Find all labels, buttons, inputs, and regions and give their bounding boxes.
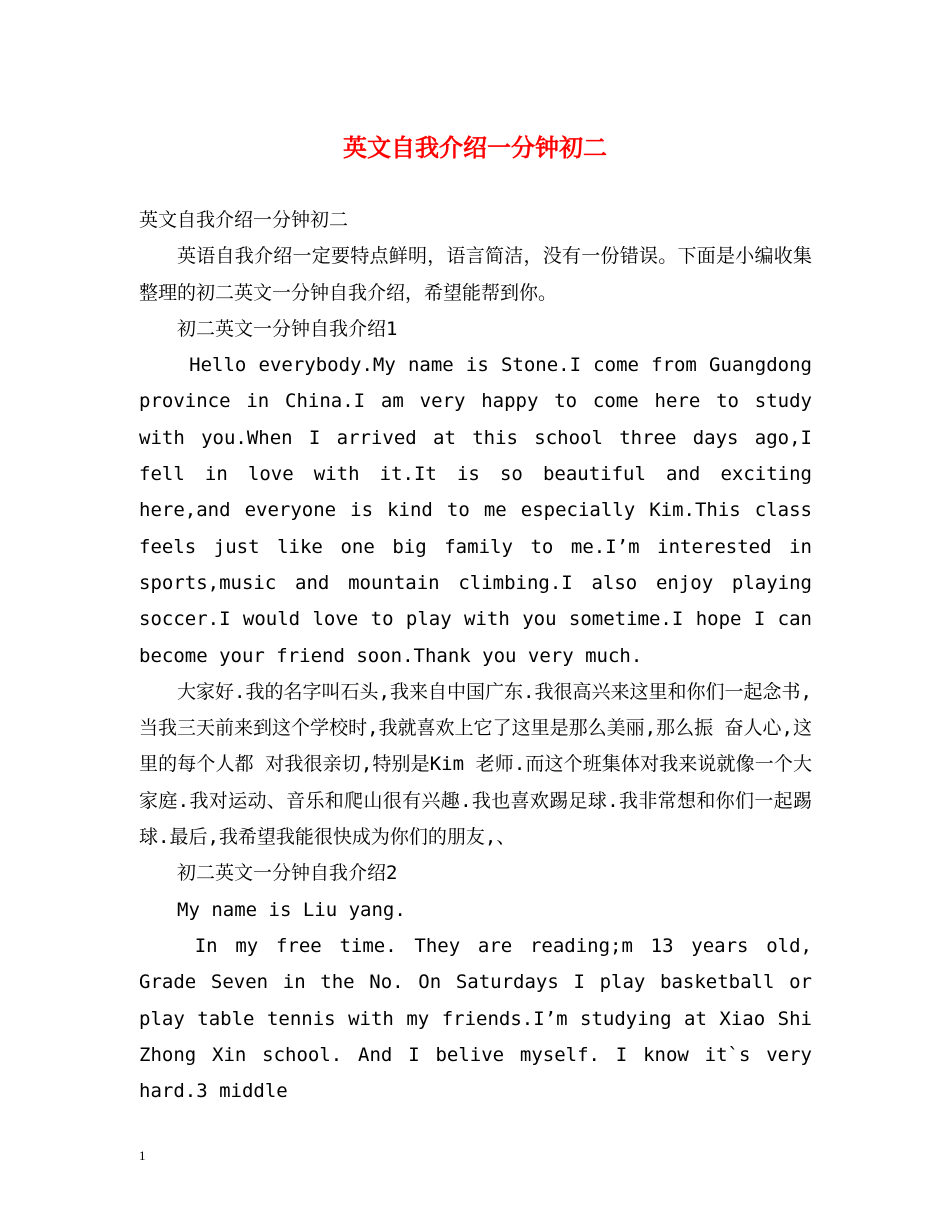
intro-paragraph: 英语自我介绍一定要特点鲜明，语言简洁，没有一份错误。下面是小编收集整理的初二英文一分钟自我介绍，希望能帮到你。 — [139, 245, 812, 304]
section2-english-paragraph — [139, 928, 824, 1109]
section2-heading: 初二英文一分钟自我介绍2 — [177, 862, 398, 885]
section1-heading: 初二英文一分钟自我介绍1 — [177, 317, 398, 340]
document-body — [139, 202, 824, 1109]
section1-english-paragraph — [139, 347, 824, 674]
section2-first-line: My name is Liu yang. — [177, 898, 406, 921]
page-number: 1 — [139, 1148, 146, 1163]
document-title: 英文自我介绍一分钟初二 — [343, 133, 607, 162]
section1-chinese-paragraph: 大家好.我的名字叫石头,我来自中国广东.我很高兴来这里和你们一起念书,当我三天前来到这个学校时,我就喜欢上它了这里是那么美丽,那么振 奋人心,这里的每个人都 对我很亲切,特别是Kim 老师.而这个班集体对我来说就像一个大家庭.我对运动、音乐和爬山很有兴趣.我也喜欢踢足球.我非常想和你们一起踢球.最后,我希望我能很快成为你们的朋友,、 — [139, 680, 812, 849]
section2-english-text: In my free time. They are reading;m 13 years old, Grade Seven in the No. On Saturdays I play basketball or play table tennis with my friends.I’m studying at Xiao Shi Zhong Xin school. And I belive myself. I know it`s very hard.3 middle — [139, 934, 824, 1103]
section1-english-text: Hello everybody.My name is Stone.I come from Guangdong province in China.I am very happy to come here to study with you.When I arrived at this school three days ago,I fell in love with it.It is so beautiful and exciting here,and everyone is kind to me especially Kim.This class feels just like one big family to me.I’m interested in sports,music and mountain climbing.I also enjoy playing soccer.I would love to play with you sometime.I hope I can become your friend soon.Thank you very much. — [139, 354, 824, 667]
section-heading-main: 英文自我介绍一分钟初二 — [139, 209, 349, 231]
